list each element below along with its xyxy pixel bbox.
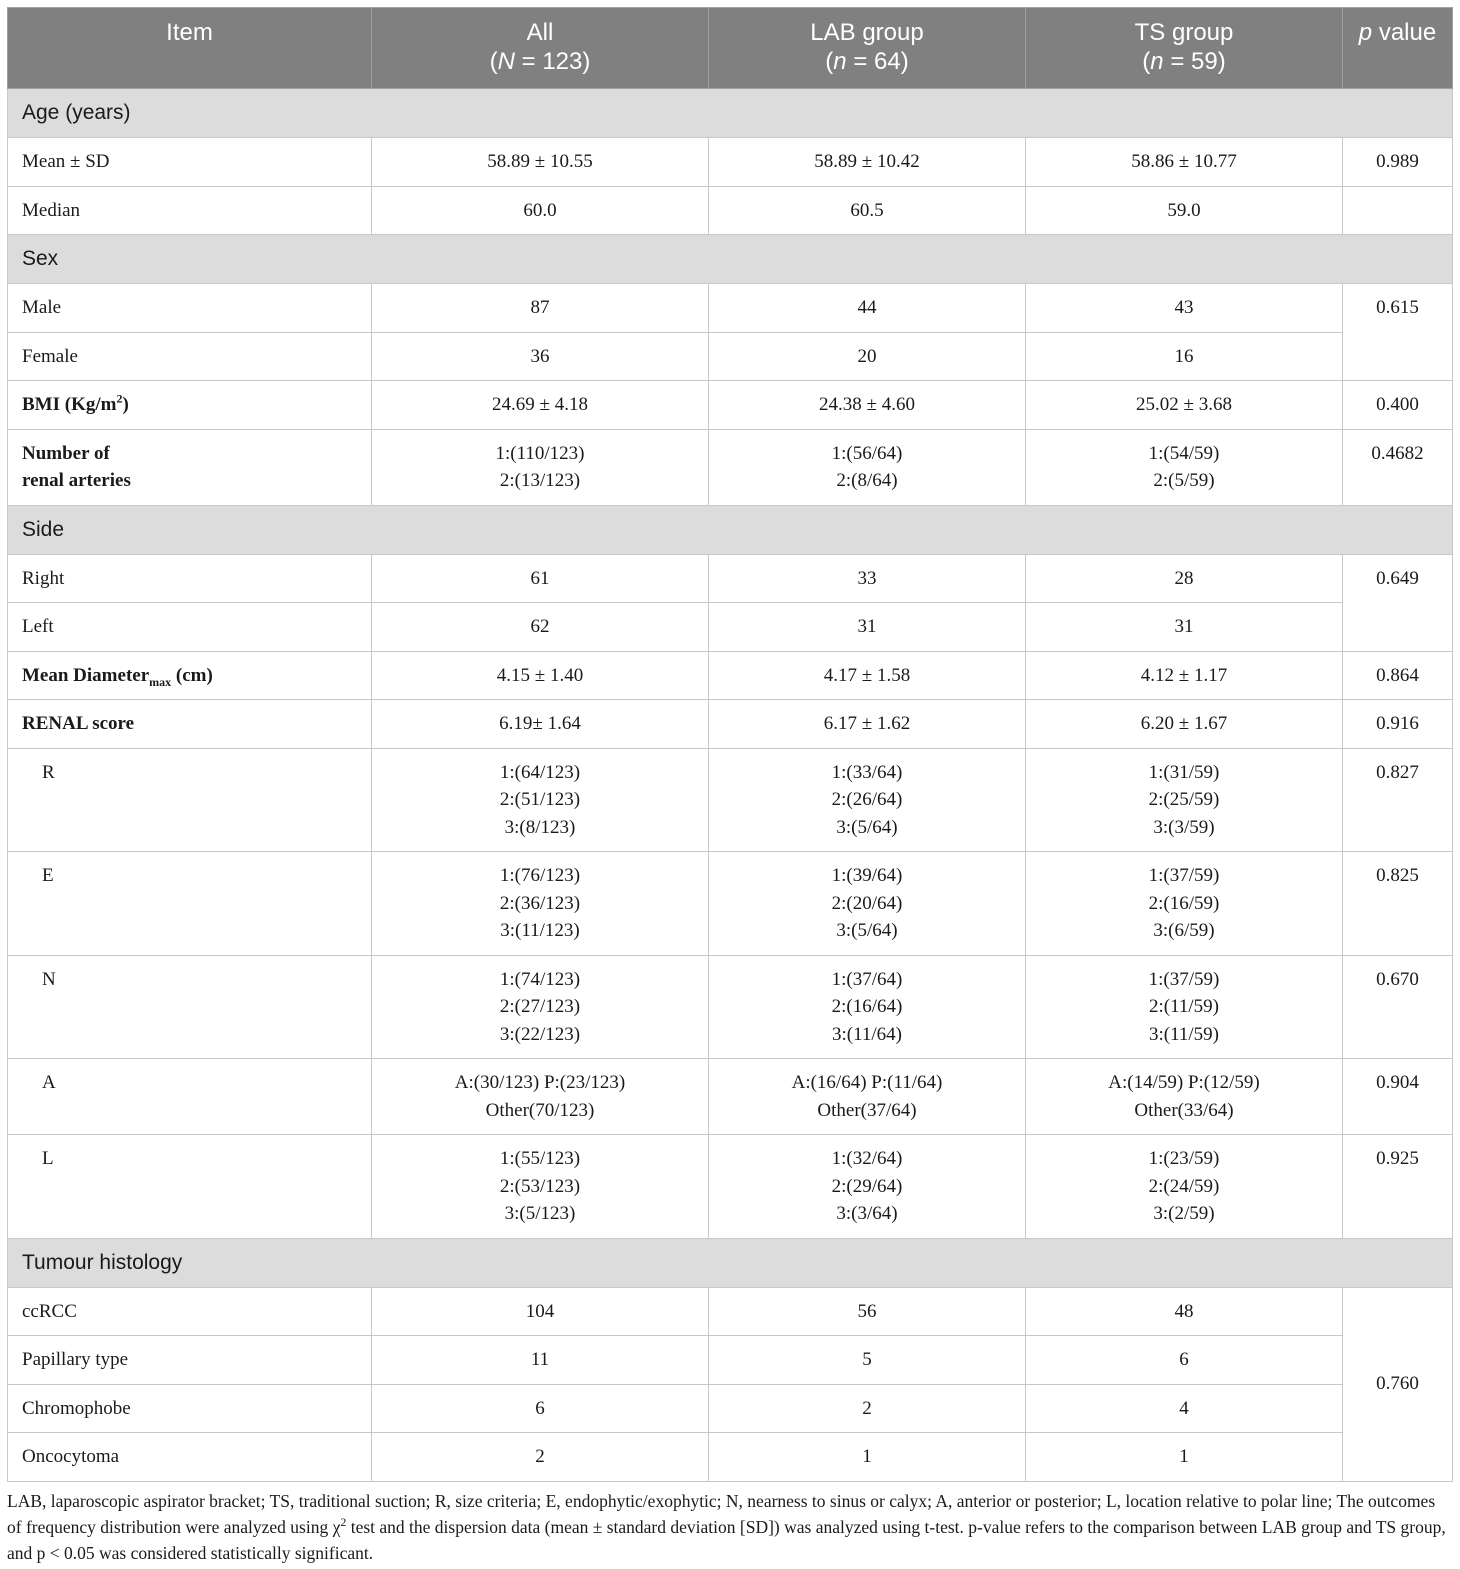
table-row: Oncocytoma 2 1 1: [8, 1433, 1453, 1482]
header-p-value: p value: [1343, 8, 1453, 89]
table-row: ccRCC 104 56 48 0.760: [8, 1287, 1453, 1336]
header-item: Item: [8, 8, 372, 89]
table-row: Number of renal arteries 1:(110/123) 2:(13/123) 1:(56/64) 2:(8/64) 1:(54/59) 2:(5/59) 0.4682: [8, 429, 1453, 505]
table-row: A A:(30/123) P:(23/123) Other(70/123) A:(16/64) P:(11/64) Other(37/64) A:(14/59) P:(12/59) Other(33/64) 0.904: [8, 1059, 1453, 1135]
table-row: L 1:(55/123) 2:(53/123) 3:(5/123) 1:(32/64) 2:(29/64) 3:(3/64) 1:(23/59) 2:(24/59) 3:(2/59) 0.925: [8, 1135, 1453, 1239]
section-age: Age (years): [8, 89, 1453, 138]
table-row: Papillary type 11 5 6: [8, 1336, 1453, 1385]
header-lab: LAB group (n = 64): [709, 8, 1026, 89]
header-row: [8, 8, 1453, 89]
table-row: N 1:(74/123) 2:(27/123) 3:(22/123) 1:(37/64) 2:(16/64) 3:(11/64) 1:(37/59) 2:(11/59) 3:(11/59) 0.670: [8, 955, 1453, 1059]
section-side: Side: [8, 505, 1453, 554]
table-row: E 1:(76/123) 2:(36/123) 3:(11/123) 1:(39/64) 2:(20/64) 3:(5/64) 1:(37/59) 2:(16/59) 3:(6/59) 0.825: [8, 852, 1453, 956]
header-all: All (N = 123): [372, 8, 709, 89]
table-row: RENAL score 6.19± 1.64 6.17 ± 1.62 6.20 ± 1.67 0.916: [8, 700, 1453, 749]
baseline-characteristics-table: [7, 7, 1453, 1482]
table-container: [7, 7, 1452, 1482]
diameter-label: Mean Diameter$_{max}$ (cm): [8, 651, 372, 700]
table-footnote: LAB, laparoscopic aspirator bracket; TS, traditional suction; R, size criteria; E, endophytic/exophytic; N, nearness to sinus or calyx; A, anterior or posterior; L, location relative to polar line; The outcomes of frequency distribution were analyzed using $\chi^2$ test and the dispersion data (mean ± standard deviation [SD]) was analyzed using t-test. p-value refers to the comparison between LAB group and TS group, and p < 0.05 was considered statistically significant.: [7, 1491, 1446, 1563]
table-row: Male 87 44 43 0.615: [8, 284, 1453, 333]
arteries-label: Number of renal arteries: [8, 429, 372, 505]
table-row: R 1:(64/123) 2:(51/123) 3:(8/123) 1:(33/64) 2:(26/64) 3:(5/64) 1:(31/59) 2:(25/59) 3:(3/59) 0.827: [8, 748, 1453, 852]
table-row: Left 62 31 31: [8, 603, 1453, 652]
table-row: Median 60.0 60.5 59.0: [8, 186, 1453, 235]
table-row: Right 61 33 28 0.649: [8, 554, 1453, 603]
table-row: Mean ± SD 58.89 ± 10.55 58.89 ± 10.42 58.86 ± 10.77 0.989: [8, 138, 1453, 187]
header-ts: TS group (n = 59): [1026, 8, 1343, 89]
header-all-n: (N = 123): [489, 48, 591, 75]
bmi-label: BMI $(Kg/m^2)$: [8, 381, 372, 430]
section-sex: Sex: [8, 235, 1453, 284]
table-row: BMI $(Kg/m^2)$ 24.69 ± 4.18 24.38 ± 4.60 25.02 ± 3.68 0.400: [8, 381, 1453, 430]
section-tumour-histology: Tumour histology: [8, 1238, 1453, 1287]
table-row: Female 36 20 16: [8, 332, 1453, 381]
header-ts-n: (n = 59): [1142, 48, 1226, 75]
table-row: Mean Diameter$_{max}$ (cm) 4.15 ± 1.40 4.17 ± 1.58 4.12 ± 1.17 0.864: [8, 651, 1453, 700]
header-lab-n: (n = 64): [825, 48, 909, 75]
table-row: Chromophobe 6 2 4: [8, 1384, 1453, 1433]
